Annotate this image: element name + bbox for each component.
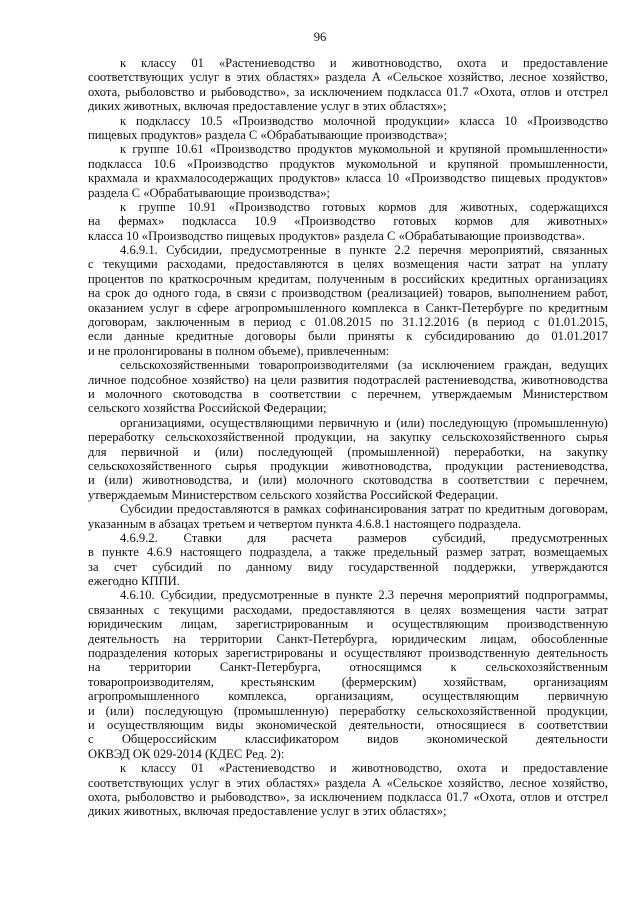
text-line: оказанием услуг в сфере агропромышленного комплекса в Санкт-Петербурге по кредитным <box>88 300 608 315</box>
page-number: 96 <box>313 30 327 44</box>
text-line: переработку сельскохозяйственной продукции, на закупку сельскохозяйственного сырья <box>88 430 608 445</box>
text-line: агропромышленного комплекса, организациям, осуществляющим первичную <box>88 689 608 704</box>
text-line: на фермах» подкласса 10.9 «Производство готовых кормов для животных» <box>88 214 608 229</box>
text-line: товаропроизводителям, крестьянским (фермерским) хозяйствам, организациям <box>88 674 608 689</box>
text-line: 4.6.9.1. Субсидии, предусмотренные в пункте 2.2 перечня мероприятий, связанных <box>120 243 608 258</box>
text-line: юридическим лицам, зарегистрированным и осуществляющим производственную <box>88 617 608 632</box>
text-line: к подклассу 10.5 «Производство молочной продукции» класса 10 «Производство <box>120 113 608 128</box>
text-line: деятельность на территории Санкт-Петербурга, юридическим лицам, обособленные <box>88 631 608 646</box>
text-line: диких животных, включая предоставление услуг в этих областях»; <box>88 99 447 114</box>
text-line: с текущими расходами, предоставляются в целях возмещения части затрат на уплату <box>88 257 608 272</box>
text-line: 4.6.9.2. Ставки для расчета размеров субсидий, предусмотренных <box>120 530 608 545</box>
text-line: в пункте 4.6.9 настоящего подраздела, а также предельный размер затрат, возмещаемых <box>88 545 608 560</box>
text-line: на территории Санкт-Петербурга, относящимся к сельскохозяйственным <box>88 660 608 675</box>
text-line: указанным в абзацах третьем и четвертом пункта 4.6.8.1 настоящего подраздела. <box>88 516 522 531</box>
text-line: если данные кредитные договоры были приняты к субсидированию до 01.01.2017 <box>88 329 608 344</box>
text-line: 4.6.10. Субсидии, предусмотренные в пункте 2.3 перечня мероприятий подпрограммы, <box>120 588 608 603</box>
text-line: соответствующих услуг в этих областях» раздела А «Сельское хозяйство, лесное хозяйство, <box>88 775 608 790</box>
text-line: сельскохозяйственного сырья продукции животноводства, продукции растениеводства, <box>88 458 608 473</box>
text-line: к группе 10.61 «Производство продуктов мукомольной и крупяной промышленности» <box>120 142 608 157</box>
text-line: и не пролонгированы в полном объеме), привлеченным: <box>88 343 390 358</box>
text-line: на срок до одного года, в связи с производством (реализацией) товаров, выполнением работ, <box>88 286 608 301</box>
text-line: и осуществляющим виды экономической деятельности, относящиеся в соответствии <box>88 717 608 732</box>
text-line: к группе 10.91 «Производство готовых кормов для животных, содержащихся <box>120 199 608 214</box>
text-line: процентов по краткосрочным кредитам, полученным в российских кредитных организациях <box>88 271 608 286</box>
text-line: крахмала и крахмалосодержащих продуктов» класса 10 «Производство пищевых продуктов» <box>88 171 608 186</box>
text-line: Субсидии предоставляются в рамках софинансирования затрат по кредитным договорам, <box>120 502 608 517</box>
text-line: организациями, осуществляющими первичную и (или) последующую (промышленную) <box>120 415 608 430</box>
text-line: соответствующих услуг в этих областях» раздела А «Сельское хозяйство, лесное хозяйство, <box>88 70 608 85</box>
text-line: раздела С «Обрабатывающие производства»; <box>88 185 330 200</box>
text-line: связанных с текущими расходами, предоставляются в целях возмещения части затрат <box>88 602 608 617</box>
text-line: за счет субсидий по данному виду государственной поддержки, утверждаются <box>88 559 608 574</box>
text-line: к классу 01 «Растениеводство и животноводство, охота и предоставление <box>120 56 608 70</box>
text-line: охота, рыболовство и рыбоводство», за исключением подкласса 01.7 «Охота, отлов и отстрел <box>88 84 608 99</box>
text-line: и молочного скотоводства в соответствии с перечнем, утверждаемым Министерством <box>88 386 608 401</box>
text-line: подкласса 10.6 «Производство продуктов мукомольной и крупяной промышленности, <box>88 156 608 171</box>
text-line: к классу 01 «Растениеводство и животноводство, охота и предоставление <box>120 761 608 776</box>
text-line: диких животных, включая предоставление услуг в этих областях»; <box>88 804 447 819</box>
text-line: класса 10 «Производство пищевых продуктов» раздела С «Обрабатывающие производства». <box>88 228 586 243</box>
text-line: пищевых продуктов» раздела С «Обрабатывающие производства»; <box>88 127 448 142</box>
text-line: сельского хозяйства Российской Федерации; <box>88 401 327 416</box>
document-body <box>88 56 608 819</box>
text-line: и (или) животноводства, и (или) молочного скотоводства в соответствии с перечнем, <box>88 473 608 488</box>
text-line: и (или) последующую (промышленную) переработку сельскохозяйственной продукции, <box>88 703 608 718</box>
text-line: с Общероссийским классификатором видов экономической деятельности <box>88 732 608 747</box>
text-line: ОКВЭД ОК 029-2014 (КДЕС Ред. 2): <box>88 746 285 761</box>
text-line: личное подсобное хозяйство) на цели развития подотраслей растениеводства, животноводства <box>88 372 608 387</box>
text-line: охота, рыболовство и рыбоводство», за исключением подкласса 01.7 «Охота, отлов и отстрел <box>88 789 608 804</box>
text-line: сельскохозяйственными товаропроизводителями (за исключением граждан, ведущих <box>120 358 608 373</box>
text-line: договорам, заключенным в период с 01.08.2015 по 31.12.2016 (в период с 01.01.2015, <box>88 315 608 330</box>
text-line: утверждаемым Министерством сельского хозяйства Российской Федерации. <box>88 487 499 502</box>
text-line: подразделения которых зарегистрированы и осуществляют производственную деятельность <box>88 646 608 661</box>
text-line: для первичной и (или) последующей (промышленной) переработки, на закупку <box>88 444 608 459</box>
text-line: ежегодно КППИ. <box>88 574 180 589</box>
